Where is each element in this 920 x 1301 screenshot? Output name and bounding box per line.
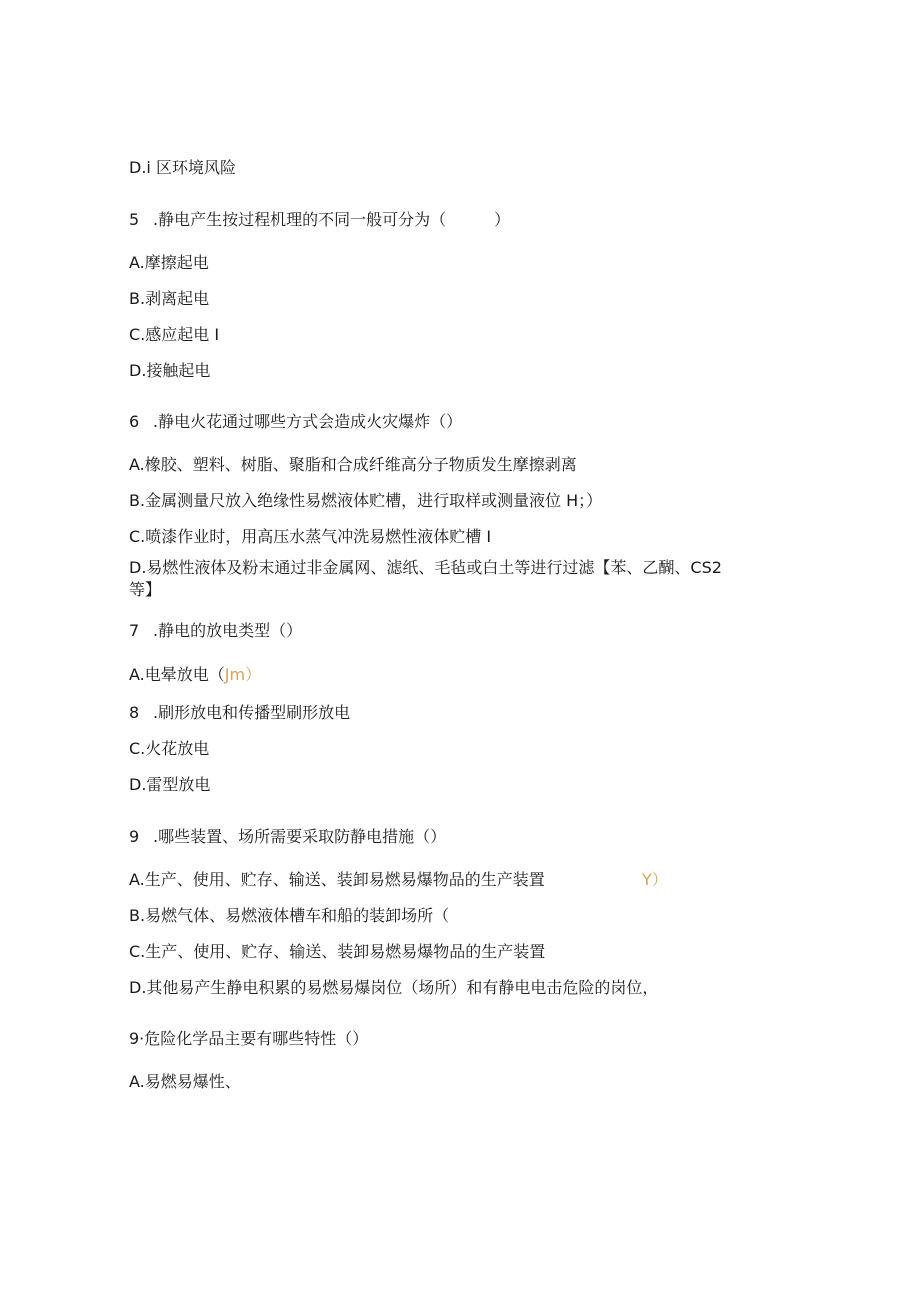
question-text: .哪些装置、场所需要采取防静电措施（） <box>153 827 447 846</box>
question-number: 7 <box>129 621 140 640</box>
question-number: 9 <box>129 827 140 846</box>
question-text: .刷形放电和传播型刷形放电 <box>153 703 351 722</box>
question-8 <box>129 703 350 723</box>
q6-option-c: C.喷漆作业时，用高压水蒸气冲洗易燃性液体贮槽 I <box>129 527 492 546</box>
question-9 <box>129 827 446 847</box>
question-number: 5 <box>129 210 140 229</box>
question-7 <box>129 621 302 641</box>
option-text: A.电晕放电（ <box>129 665 225 684</box>
q9-option-b: B.易燃气体、易燃液体槽车和船的装卸场所（ <box>129 906 450 925</box>
q9-option-c: C.生产、使用、贮存、输送、装卸易燃易爆物品的生产装置 <box>129 942 546 961</box>
q8-option-c: C.火花放电 <box>129 739 210 758</box>
q9-option-a: A.生产、使用、贮存、输送、装卸易燃易爆物品的生产装置 <box>129 870 545 889</box>
question-number: 8 <box>129 703 140 722</box>
q6-option-b: B.金属测量尺放入绝缘性易燃液体贮槽，进行取样或测量液位 H；） <box>129 491 603 510</box>
q10-option-a: A.易燃易爆性、 <box>129 1072 241 1091</box>
q4-option-d: D.i 区环境风险 <box>129 158 236 177</box>
q8-option-d: D.雷型放电 <box>129 775 211 794</box>
q9-option-d: D.其他易产生静电积累的易燃易爆岗位（场所）和有静电电击危险的岗位， <box>129 978 659 997</box>
q6-option-d-line2: 等】 <box>129 580 162 599</box>
question-text: .静电产生按过程机理的不同一般可分为（ ） <box>153 210 511 229</box>
q5-option-c: C.感应起电 I <box>129 325 220 344</box>
q6-option-a: A.橡胶、塑料、树脂、聚脂和合成纤维高分子物质发生摩擦剥离 <box>129 455 577 474</box>
question-text: .静电的放电类型（） <box>153 621 303 640</box>
q6-option-d-line1: D.易燃性液体及粉末通过非金属网、滤纸、毛毡或白土等进行过滤【苯、乙醐、CS2 <box>129 558 722 577</box>
q5-option-d: D.接触起电 <box>129 361 211 380</box>
question-text: .静电火花通过哪些方式会造成火灾爆炸（） <box>153 412 463 431</box>
q5-option-b: B.剥离起电 <box>129 289 210 308</box>
q9-answer-mark: Y） <box>642 870 668 889</box>
answer-mark: Jm） <box>224 665 262 684</box>
q5-option-a: A.摩擦起电 <box>129 253 209 272</box>
q7-option-a <box>129 665 261 685</box>
question-5 <box>129 210 510 230</box>
question-10: 9·危险化学品主要有哪些特性（） <box>129 1029 369 1048</box>
question-number: 6 <box>129 412 140 431</box>
question-6 <box>129 412 462 432</box>
